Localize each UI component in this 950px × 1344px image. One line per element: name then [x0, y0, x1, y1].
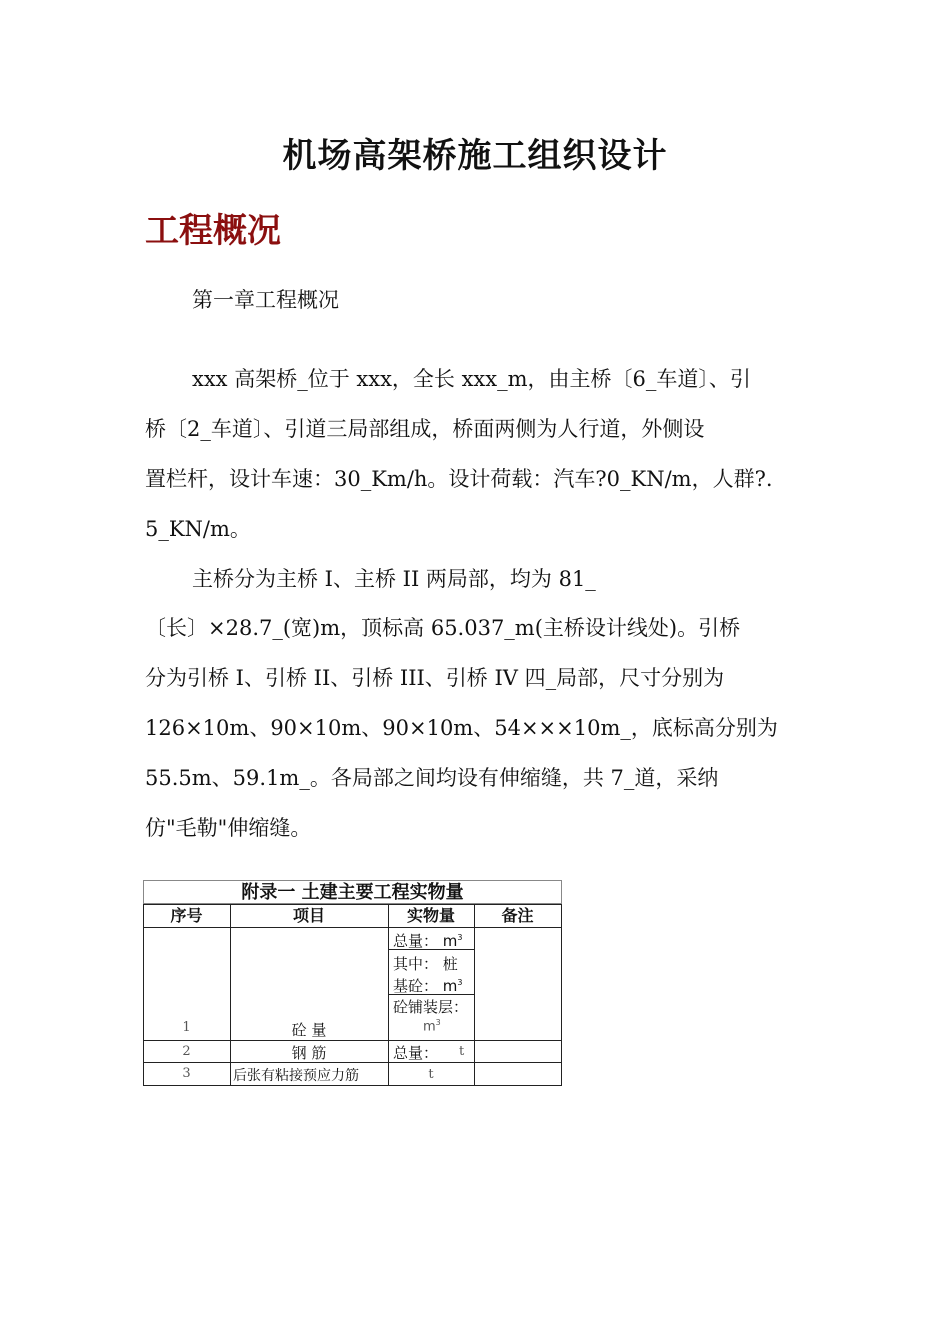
header-quantity: 实物量	[406, 906, 455, 925]
table-rule	[143, 927, 562, 928]
document-title: 机场高架桥施工组织设计	[282, 136, 668, 176]
paragraph-line: 主桥分为主桥 I、主桥 II 两局部，均为 81_	[192, 567, 596, 591]
quantity-line: 其中： 桩	[393, 955, 458, 973]
header-no: 序号	[170, 906, 203, 925]
table-rule	[561, 904, 562, 1086]
row-unit: t	[459, 1044, 465, 1059]
row-quantity: t	[428, 1067, 434, 1082]
row-item: 砼 量	[291, 1021, 327, 1039]
table-rule	[388, 927, 389, 1040]
table-title: 附录一 土建主要工程实物量	[143, 880, 562, 904]
paragraph-line: 126×10m、90×10m、90×10m、54×××10m_，底标高分别为	[145, 716, 778, 740]
appendix-table	[143, 880, 562, 1086]
unit-superscript: 3	[457, 978, 463, 987]
quantity-line: $m^3$	[423, 1018, 441, 1035]
row-item: 钢 筋	[291, 1044, 327, 1062]
table-rule	[143, 1040, 562, 1041]
unit-superscript: 3	[457, 933, 463, 942]
row-number: 1	[182, 1020, 191, 1035]
paragraph-line: 分为引桥 I、引桥 II、引桥 III、引桥 IV 四_局部，尺寸分别为	[145, 666, 725, 690]
paragraph-line: 仿"毛勒"伸缩缝。	[145, 816, 312, 840]
chapter-heading: 第一章工程概况	[192, 288, 339, 312]
paragraph-line: 置栏杆，设计车速：30_Km/h。设计荷载：汽车?0_KN/m，人群?.	[145, 467, 773, 491]
paragraph-line: xxx 高架桥_位于 xxx，全长 xxx_m，由主桥〔6_车道〕、引	[192, 367, 751, 391]
section-heading: 工程概况	[145, 211, 281, 251]
paragraph-line: 5_KN/m。	[145, 517, 251, 541]
table-rule	[143, 1085, 562, 1086]
row-number: 2	[182, 1044, 191, 1059]
header-note: 备注	[501, 906, 534, 925]
row-number: 3	[182, 1066, 191, 1081]
unit-superscript: 3	[435, 1018, 441, 1027]
quantity-line: 砼铺装层：	[393, 998, 469, 1016]
header-item: 项目	[292, 906, 325, 925]
row-quantity: 总量：	[393, 1044, 439, 1062]
paragraph-line: 55.5m、59.1m_。各局部之间均设有伸缩缝，共 7_道，采纳	[145, 766, 719, 790]
table-rule	[474, 904, 475, 1086]
paragraph-line: 〔长〕×28.7_(宽)m，顶标高 65.037_m(主桥设计线处)。引桥	[145, 616, 741, 640]
paragraph-line: 桥〔2_车道〕、引道三局部组成，桥面两侧为人行道，外侧设	[145, 417, 705, 441]
quantity-line: 基砼： $m^3$	[393, 977, 463, 995]
row-item: 后张有粘接预应力筋	[233, 1068, 359, 1084]
quantity-line: 总量： $m^3$	[393, 932, 463, 950]
